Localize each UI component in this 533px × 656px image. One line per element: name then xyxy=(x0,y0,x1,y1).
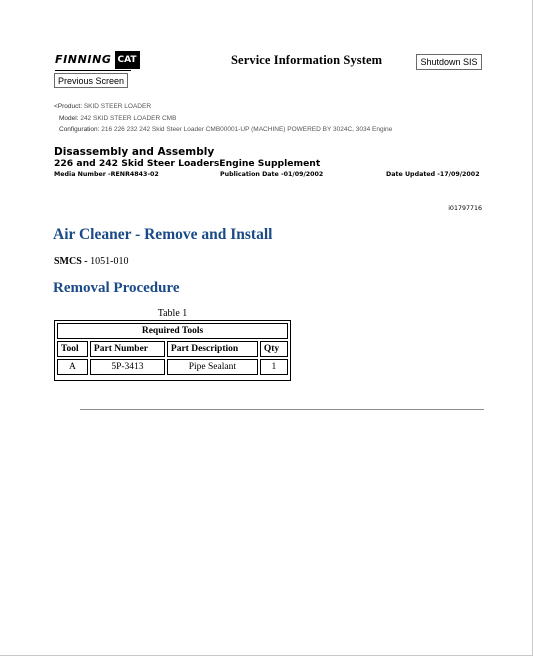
table-title: Required Tools xyxy=(57,323,288,339)
cell-part-description: Pipe Sealant xyxy=(167,359,258,375)
column-header-part-description: Part Description xyxy=(167,341,258,357)
document-heading: Disassembly and Assembly xyxy=(54,146,215,158)
product-value: SKID STEER LOADER xyxy=(83,103,152,110)
publication-date: Publication Date -01/09/2002 xyxy=(220,171,324,178)
required-tools-table xyxy=(54,320,291,381)
page-title: Service Information System xyxy=(231,53,383,67)
breadcrumb-product xyxy=(54,101,392,113)
breadcrumb xyxy=(54,101,392,136)
column-header-qty: Qty xyxy=(260,341,288,357)
date-updated: Date Updated -17/09/2002 xyxy=(386,171,480,178)
model-label: Model: xyxy=(59,114,79,122)
finning-cat-logo xyxy=(55,50,140,69)
media-number: Media Number -RENR4843-02 xyxy=(54,171,159,178)
logo-underline xyxy=(55,70,131,71)
cell-part-number: 5P-3413 xyxy=(90,359,165,375)
cell-tool: A xyxy=(57,359,88,375)
smcs-label: SMCS - xyxy=(54,256,88,267)
previous-screen-button[interactable]: Previous Screen xyxy=(54,73,128,88)
configuration-value: 216 226 232 242 Skid Steer Loader CMB00001-UP (MACHINE) POWERED BY 3024C, 3034 Engine xyxy=(101,126,393,133)
product-label[interactable]: <Product: xyxy=(54,103,83,110)
table-row xyxy=(57,359,288,375)
configuration-label: Configuration: xyxy=(59,126,100,133)
cell-qty: 1 xyxy=(260,359,288,375)
document-id: i01797716 xyxy=(448,205,482,212)
cat-logo-badge: CAT xyxy=(115,51,140,69)
logo-text: FINNING xyxy=(55,53,112,66)
shutdown-sis-button[interactable]: Shutdown SIS xyxy=(416,54,482,70)
procedure-title: Air Cleaner - Remove and Install xyxy=(53,226,273,243)
breadcrumb-model xyxy=(54,113,392,125)
table-caption: Table 1 xyxy=(157,308,188,319)
column-header-part-number: Part Number xyxy=(90,341,165,357)
breadcrumb-configuration xyxy=(54,124,392,136)
document-subheading: 226 and 242 Skid Steer LoadersEngine Supplement xyxy=(54,158,321,169)
smcs-value: 1051-010 xyxy=(90,256,129,267)
column-header-tool: Tool xyxy=(57,341,88,357)
section-title: Removal Procedure xyxy=(53,280,180,296)
smcs-code xyxy=(54,256,128,267)
horizontal-divider xyxy=(80,409,484,410)
model-value: 242 SKID STEER LOADER CMB xyxy=(80,114,177,122)
table-header-row xyxy=(57,341,288,357)
table-title-row xyxy=(57,323,288,339)
